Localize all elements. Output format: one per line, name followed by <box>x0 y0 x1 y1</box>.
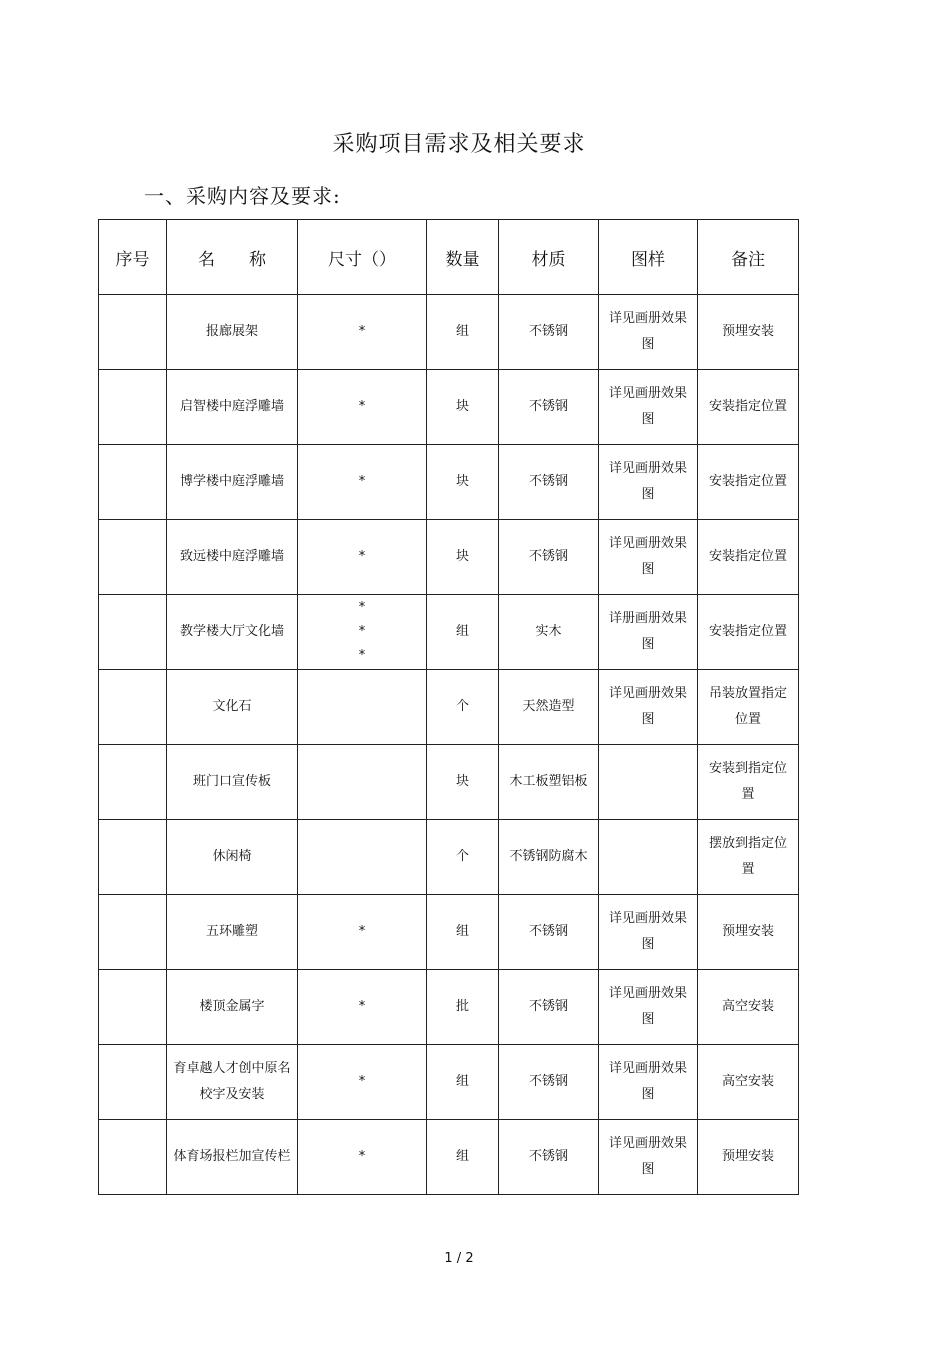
cell-material: 不锈钢 <box>499 970 599 1045</box>
table-row <box>99 1120 799 1195</box>
cell-index <box>99 895 167 970</box>
cell-drawing: 详册画册效果图 <box>599 595 698 670</box>
cell-index <box>99 595 167 670</box>
header-name: 名 称 <box>167 220 298 295</box>
cell-quantity: 组 <box>427 1045 499 1120</box>
cell-index <box>99 520 167 595</box>
header-index: 序号 <box>99 220 167 295</box>
table-row <box>99 820 799 895</box>
cell-size: * <box>298 895 427 970</box>
cell-name: 班门口宣传板 <box>167 745 298 820</box>
cell-index <box>99 1045 167 1120</box>
cell-quantity: 块 <box>427 520 499 595</box>
table-row <box>99 1045 799 1120</box>
cell-name: 教学楼大厅文化墙 <box>167 595 298 670</box>
cell-name: 五环雕塑 <box>167 895 298 970</box>
cell-index <box>99 820 167 895</box>
cell-quantity: 个 <box>427 820 499 895</box>
table-row <box>99 895 799 970</box>
cell-name: 体育场报栏加宣传栏 <box>167 1120 298 1195</box>
cell-quantity: 块 <box>427 445 499 520</box>
cell-remark: 安装指定位置 <box>698 520 799 595</box>
cell-name: 楼顶金属字 <box>167 970 298 1045</box>
header-size: 尺寸（） <box>298 220 427 295</box>
cell-size: * <box>298 520 427 595</box>
cell-index <box>99 445 167 520</box>
cell-remark: 高空安装 <box>698 970 799 1045</box>
cell-name: 休闲椅 <box>167 820 298 895</box>
cell-remark: 高空安装 <box>698 1045 799 1120</box>
document-title: 采购项目需求及相关要求 <box>332 132 586 157</box>
table-row <box>99 445 799 520</box>
table-row <box>99 295 799 370</box>
cell-quantity: 组 <box>427 1120 499 1195</box>
cell-quantity: 组 <box>427 895 499 970</box>
table-row <box>99 595 799 670</box>
cell-drawing <box>599 820 698 895</box>
cell-index <box>99 745 167 820</box>
requirements-table <box>98 219 799 1195</box>
cell-material: 不锈钢 <box>499 1120 599 1195</box>
cell-size: * <box>298 1120 427 1195</box>
cell-material: 不锈钢 <box>499 1045 599 1120</box>
cell-remark: 安装到指定位置 <box>698 745 799 820</box>
cell-index <box>99 370 167 445</box>
cell-quantity: 块 <box>427 370 499 445</box>
cell-drawing: 详见画册效果图 <box>599 1045 698 1120</box>
cell-material: 不锈钢 <box>499 895 599 970</box>
cell-material: 不锈钢 <box>499 295 599 370</box>
table-row <box>99 970 799 1045</box>
cell-name: 博学楼中庭浮雕墙 <box>167 445 298 520</box>
cell-quantity: 块 <box>427 745 499 820</box>
cell-size: * <box>298 295 427 370</box>
cell-drawing: 详见画册效果图 <box>599 445 698 520</box>
cell-index <box>99 670 167 745</box>
cell-quantity: 组 <box>427 295 499 370</box>
header-material: 材质 <box>499 220 599 295</box>
cell-index <box>99 970 167 1045</box>
table-header-row <box>99 220 799 295</box>
cell-name: 育卓越人才创中原名校字及安装 <box>167 1045 298 1120</box>
cell-size: * <box>298 445 427 520</box>
cell-name: 致远楼中庭浮雕墙 <box>167 520 298 595</box>
cell-remark: 吊装放置指定位置 <box>698 670 799 745</box>
table-row <box>99 670 799 745</box>
cell-drawing: 详见画册效果图 <box>599 970 698 1045</box>
cell-material: 实木 <box>499 595 599 670</box>
header-remark: 备注 <box>698 220 799 295</box>
table-row <box>99 745 799 820</box>
cell-size <box>298 745 427 820</box>
cell-remark: 安装指定位置 <box>698 595 799 670</box>
cell-size: * <box>298 1045 427 1120</box>
cell-name: 文化石 <box>167 670 298 745</box>
cell-size: * * * <box>298 595 427 670</box>
cell-size <box>298 670 427 745</box>
header-drawing: 图样 <box>599 220 698 295</box>
cell-name: 报廊展架 <box>167 295 298 370</box>
cell-drawing: 详见画册效果图 <box>599 895 698 970</box>
cell-name: 启智楼中庭浮雕墙 <box>167 370 298 445</box>
cell-size <box>298 820 427 895</box>
cell-material: 不锈钢 <box>499 520 599 595</box>
cell-remark: 安装指定位置 <box>698 370 799 445</box>
cell-drawing: 详见画册效果图 <box>599 670 698 745</box>
cell-remark: 安装指定位置 <box>698 445 799 520</box>
cell-material: 天然造型 <box>499 670 599 745</box>
cell-drawing <box>599 745 698 820</box>
cell-drawing: 详见画册效果图 <box>599 520 698 595</box>
cell-drawing: 详见画册效果图 <box>599 370 698 445</box>
cell-material: 木工板塑铝板 <box>499 745 599 820</box>
cell-quantity: 组 <box>427 595 499 670</box>
cell-remark: 摆放到指定位置 <box>698 820 799 895</box>
cell-drawing: 详见画册效果图 <box>599 1120 698 1195</box>
cell-remark: 预埋安装 <box>698 295 799 370</box>
page-indicator: 1 / 2 <box>444 1251 474 1266</box>
cell-remark: 预埋安装 <box>698 895 799 970</box>
header-quantity: 数量 <box>427 220 499 295</box>
table-row <box>99 370 799 445</box>
cell-material: 不锈钢 <box>499 445 599 520</box>
cell-remark: 预埋安装 <box>698 1120 799 1195</box>
cell-quantity: 个 <box>427 670 499 745</box>
cell-drawing: 详见画册效果图 <box>599 295 698 370</box>
cell-quantity: 批 <box>427 970 499 1045</box>
cell-size: * <box>298 970 427 1045</box>
table-row <box>99 520 799 595</box>
section-heading: 一、采购内容及要求: <box>144 184 341 208</box>
cell-material: 不锈钢 <box>499 370 599 445</box>
cell-index <box>99 295 167 370</box>
cell-material: 不锈钢防腐木 <box>499 820 599 895</box>
cell-size: * <box>298 370 427 445</box>
cell-index <box>99 1120 167 1195</box>
